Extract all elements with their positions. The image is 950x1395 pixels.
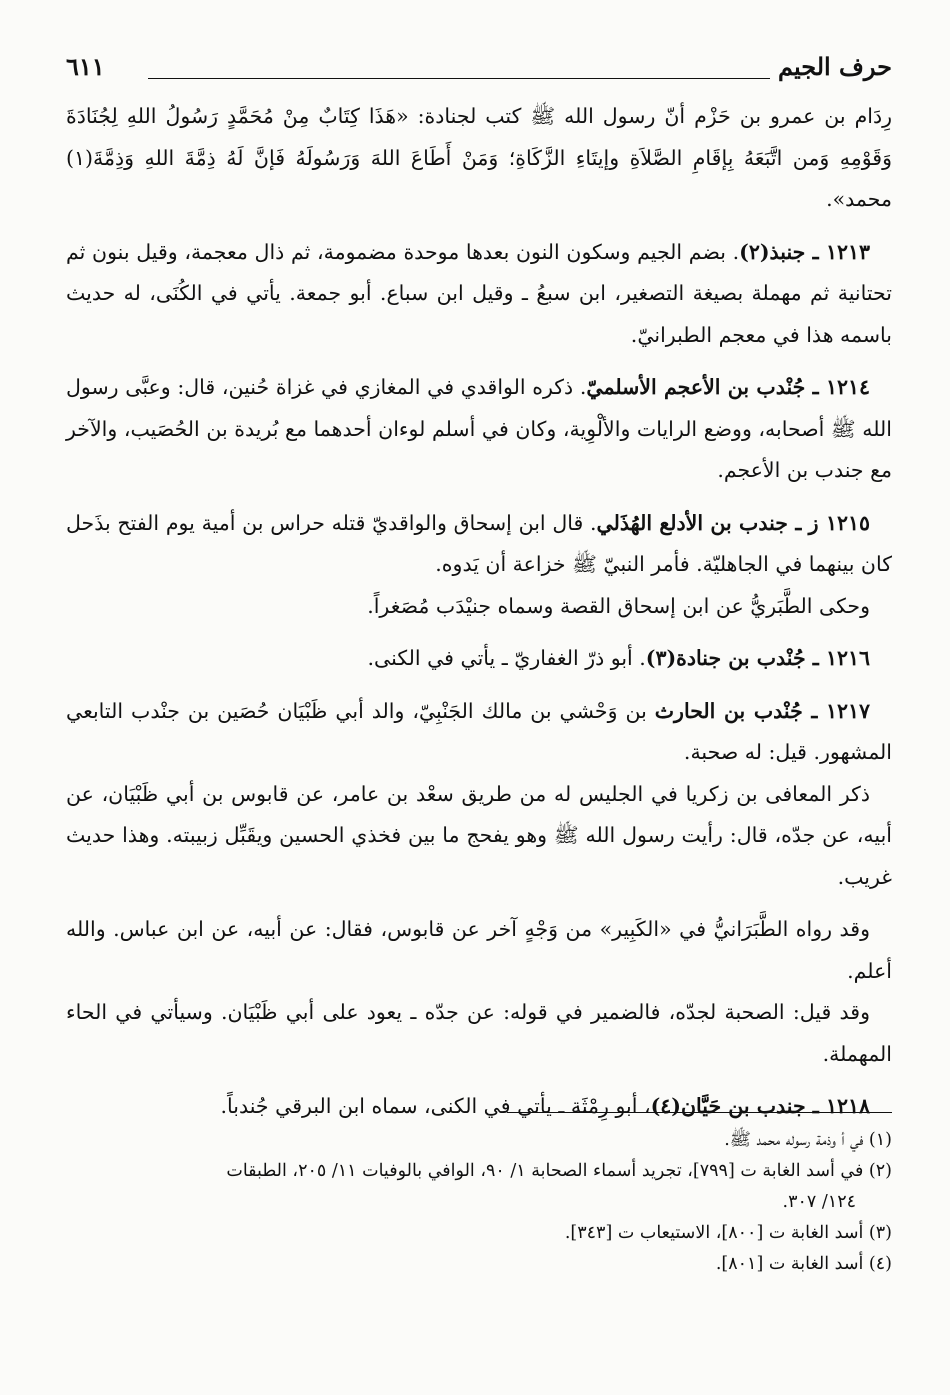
book-page <box>66 52 892 1372</box>
footnote-2: (٢) في أسد الغابة ت [٧٩٩]، تجريد أسماء الصحابة ١/ ٩٠، الوافي بالوفيات ١١/ ٢٠٥، الطبقات <box>226 1161 892 1181</box>
entry-1216 <box>66 638 892 680</box>
header-rule <box>148 78 770 79</box>
main-text <box>66 96 892 1128</box>
footnote-3: (٣) أسد الغابة ت [٨٠٠]، الاستيعاب ت [٣٤٣]. <box>564 1223 892 1243</box>
paragraph-sahaba <box>66 992 892 1075</box>
paragraph-continuation <box>66 96 892 221</box>
entry-1214 <box>66 367 892 492</box>
footnote-1: (١) في أ وذمة رسوله محمد ﷺ. <box>724 1130 892 1150</box>
paragraph-text: ذكر المعافى بن زكريا في الجليس له من طريق سعْد بن عامر، عن قابوس بن أبي ظَبْيَان، عن أبيه، عن جدّه، قال: رأيت رسول الله ﷺ وهو يفحج ما بين فخذي الحسين ويقَبِّل زبيبته. وهذا حديث غريب. <box>66 781 892 889</box>
entry-text: ، أبو رِمْثَة ـ يأتي في الكنى، سماه ابن البرقي جُندباً. <box>220 1094 651 1118</box>
entry-text: . ذكره الواقدي في المغازي في غزاة حُنين، قال: وعبَّى رسول الله ﷺ أصحابه، ووضع الرايات والألْوِية، وكان في أسلم لوءان أحدهما مع بُريدة بن الحُصَيب، والآخر مع جندب بن الأعجم. <box>66 375 892 482</box>
entry-heading: ١٢١٦ ـ جُنْدب بن جنادة(٣) <box>645 646 870 670</box>
entry-1213 <box>66 232 892 357</box>
entry-text: بن وَحْشي بن مالك الجَنْبِيّ، والد أبي ظَبْيَان حُصَين بن جنْدب التابعي المشهور. قيل: له صحبة. <box>66 698 892 764</box>
page-number: ٦١١ <box>66 52 105 81</box>
entry-heading: ١٢١٥ ز ـ جندب بن الأدلع الهُذَلي <box>596 510 870 535</box>
paragraph-muafa <box>66 774 892 899</box>
footnote-rule <box>507 1112 892 1113</box>
entry-1215 <box>66 503 892 586</box>
entry-heading: ١٢١٧ ـ جُنْدب بن الحارث <box>654 698 870 723</box>
paragraph-text: وحكى الطَّبَريُّ عن ابن إسحاق القصة وسماه جنيْدَب مُصَغراً. <box>367 593 870 618</box>
running-header <box>66 52 892 86</box>
entry-1217 <box>66 691 892 774</box>
entry-heading: ١٢١٣ ـ جنبذ(٢) <box>739 239 870 264</box>
paragraph-text: رِدَام بن عمرو بن حَزْم أنّ رسول الله ﷺ كتب لجنادة: «هَذَا كِتَابٌ مِنْ مُحَمَّدٍ رَسُولُ اللهِ لِجُنَادَةَ وَقَوْمِهِ وَمن اتَّبَعَهُ بِإقَامِ الصَّلاَةِ وإيتَاءِ الزَّكَاةِ؛ وَمَنْ أَطَاعَ اللهَ وَرَسُولَهُ فَإنَّ لَهُ ذِمَّةَ اللهِ وَذِمَّةَ(١) محمد». <box>66 104 892 211</box>
footnotes <box>66 1112 892 1280</box>
footnote-2-continuation: ١٢٤/ ٣٠٧. <box>782 1192 856 1212</box>
paragraph-text: وقد رواه الطَّبَرَانيُّ في «الكَبِير» من وَجْهٍ آخر عن قابوس، فقال: عن أبيه، عن ابن عباس. والله أعلم. <box>66 917 892 983</box>
paragraph-text: وقد قيل: الصحبة لجدّه، فالضمير في قوله: عن جدّه ـ يعود على أبي ظَبْيَان. وسيأتي في الحاء المهملة. <box>66 1000 892 1066</box>
entry-text: . بضم الجيم وسكون النون بعدها موحدة مضمومة، ثم ذال معجمة، وقيل بنون ثم تحتانية ثم مهملة بصيغة التصغير، ابن سبعُ ـ وقيل ابن سباع. أبو جمعة. يأتي في الكُنَى، له حديث باسمه هذا في معجم الطبرانيّ. <box>66 239 892 347</box>
entry-text: . قال ابن إسحاق والواقديّ قتله حراس بن أمية يوم الفتح بذَحل كان بينهما في الجاهليّة. فأمر النبيّ ﷺ خزاعة أن يَدوه. <box>66 510 892 576</box>
entry-heading: ١٢١٤ ـ جُنْدب بن الأعجم الأسلميّ <box>586 375 871 399</box>
paragraph-tabari <box>66 586 892 628</box>
chapter-title: حرف الجيم <box>778 52 892 81</box>
entry-text: . أبو ذرّ الغفاريّ ـ يأتي في الكنى. <box>367 646 646 670</box>
entry-heading: ١٢١٨ ـ جندب بن حَيَّان(٤) <box>650 1094 870 1118</box>
paragraph-tabarani <box>66 909 892 992</box>
footnote-4: (٤) أسد الغابة ت [٨٠١]. <box>715 1254 892 1274</box>
